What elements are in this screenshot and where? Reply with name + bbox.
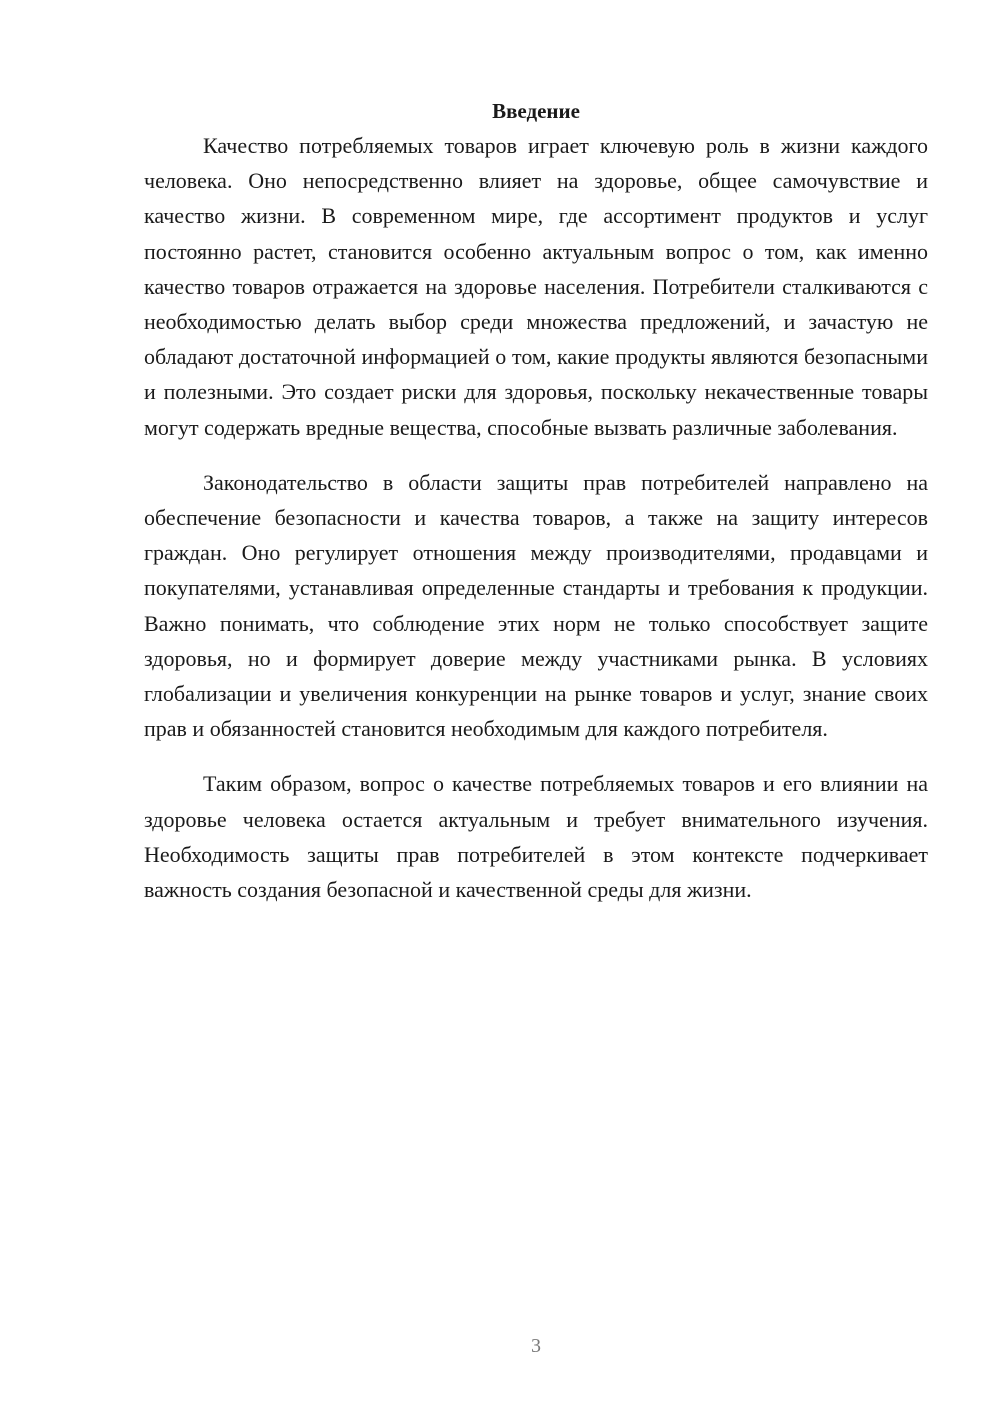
paragraph-2: Законодательство в области защиты прав потребителей направлено на обеспечение безопасности и качества товаров, а также на защиту интересов граждан. Оно регулирует отношения между производителями, продавцами и покупателями, устанавливая определенные стандарты и требования к продукции. Важно понимать, что соблюдение этих норм не только способствует защите здоровья, но и формирует доверие между участниками рынка. В условиях глобализации и увеличения конкуренции на рынке товаров и услуг, знание своих прав и обязанностей становится необходимым для каждого потребителя.	[144, 469, 928, 742]
page-content	[144, 96, 928, 927]
section-title: Введение	[492, 99, 580, 123]
page-number: 3	[531, 1335, 541, 1357]
paragraph-3: Таким образом, вопрос о качестве потребляемых товаров и его влиянии на здоровье человека остается актуальным и требует внимательного изучения. Необходимость защиты прав потребителей в этом контексте подчеркивает важность создания безопасной и качественной среды для жизни.	[144, 771, 928, 903]
paragraph-1: Качество потребляемых товаров играет ключевую роль в жизни каждого человека. Оно непосредственно влияет на здоровье, общее самочувствие и качество жизни. В современном мире, где ассортимент продуктов и услуг постоянно растет, становится особенно актуальным вопрос о том, как именно качество товаров отражается на здоровье населения. Потребители сталкиваются с необходимостью делать выбор среди множества предложений, и зачастую не обладают достаточной информацией о том, какие продукты являются безопасными и полезными. Это создает риски для здоровья, поскольку некачественные товары могут содержать вредные вещества, способные вызвать различные заболевания.	[144, 133, 928, 440]
